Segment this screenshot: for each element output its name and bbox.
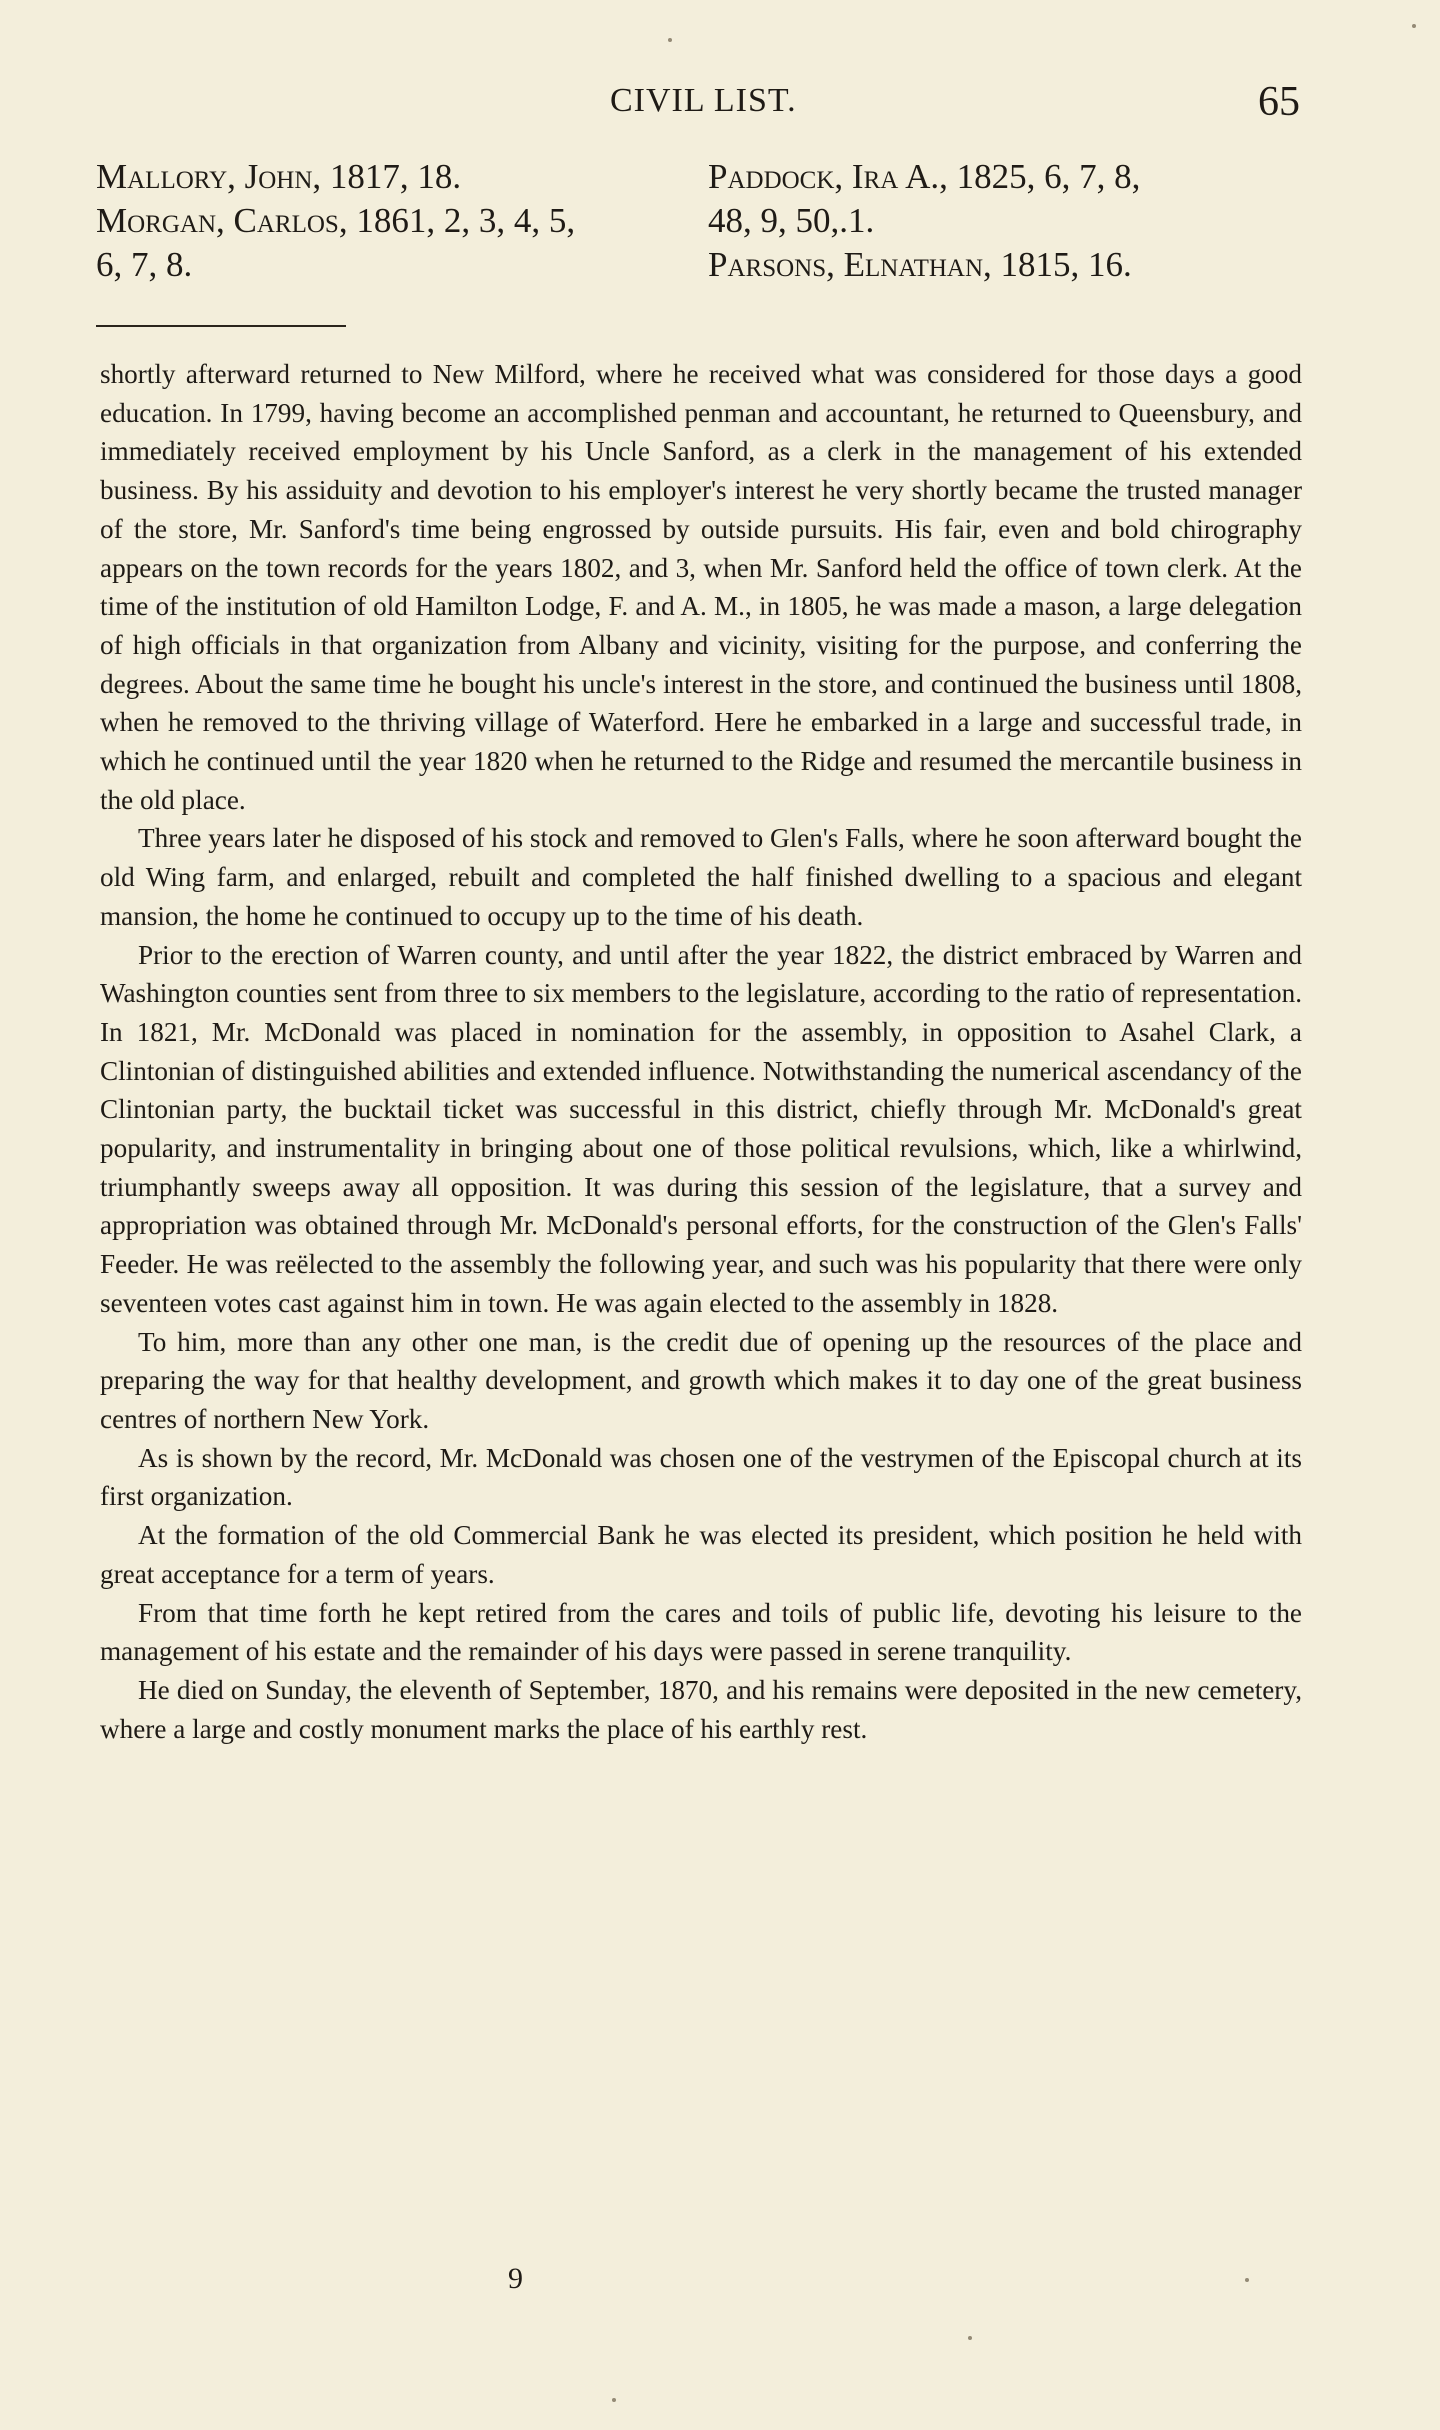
name-entry-continuation: 6, 7, 8. [96,245,193,284]
paragraph: Three years later he disposed of his stock and removed to Glen's Falls, where he soon afterward bought the old Wing farm, and enlarged, rebuilt and completed the half finished dwelling to a spacious and elegant mansion, the home he continued to occupy up to the time of his death. [100,823,1302,931]
paper-speck [968,2336,972,2340]
paragraph: shortly afterward returned to New Milford, where he received what was considered for those days a good education. In 1799, having become an accomplished penman and accountant, he returned to Queensbury, and immediately received employment by his Uncle Sanford, as a clerk in the management of his extended business. By his assiduity and devotion to his employer's interest he very shortly became the trusted manager of the store, Mr. Sanford's time being engrossed by outside pursuits. His fair, even and bold chirography appears on the town records for the years 1802, and 3, when Mr. Sanford held the office of town clerk. At the time of the institution of old Hamilton Lodge, F. and A. M., in 1805, he was made a mason, a large delegation of high officials in that organization from Albany and vicinity, visiting for the purpose, and conferring the degrees. About the same time he bought his uncle's interest in the store, and continued the business until 1808, when he removed to the thriving village of Waterford. Here he embarked in a large and successful trade, in which he continued until the year 1820 when he returned to the Ridge and resumed the mercantile business in the old place. [100,359,1302,815]
paragraph: Prior to the erection of Warren county, and until after the year 1822, the district embraced by Warren and Washington counties sent from three to six members to the legislature, according to the ratio of representation. In 1821, Mr. McDonald was placed in nomination for the assembly, in opposition to Asahel Clark, a Clintonian of distinguished abilities and extended influence. Notwithstanding the numerical ascendancy of the Clintonian party, the bucktail ticket was successful in this district, chiefly through Mr. McDonald's great popularity, and instrumentality in bringing about one of those political revulsions, which, like a whirlwind, triumphantly sweeps away all opposition. It was during this session of the legislature, that a survey and appropriation was obtained through Mr. McDonald's personal efforts, for the construction of the Glen's Falls' Feeder. He was reëlected to the assembly the following year, and such was his popularity that there were only seventeen votes cast against him in town. He was again elected to the assembly in 1828. [100,939,1302,1318]
name-entry: Morgan, Carlos, 1861, 2, 3, 4, 5, [96,201,576,240]
name-list [0,155,1440,305]
paragraph: He died on Sunday, the eleventh of September, 1870, and his remains were deposited in the new cemetery, where a large and costly monument marks the place of his earthly rest. [100,1674,1302,1744]
paper-speck [612,2398,616,2402]
biography-text [100,355,1302,1748]
name-list-right-column [708,155,1318,287]
paragraph: From that time forth he kept retired from the cares and toils of public life, devoting his leisure to the management of his estate and the remainder of his days were passed in serene tranquility. [100,1597,1302,1667]
running-head [0,78,1440,128]
paper-speck [1245,2278,1249,2282]
paragraph: As is shown by the record, Mr. McDonald was chosen one of the vestrymen of the Episcopal church at its first organization. [100,1442,1302,1512]
running-title: CIVIL LIST. [610,82,797,119]
paragraph: To him, more than any other one man, is the credit due of opening up the resources of the place and preparing the way for that healthy development, and growth which makes it to day one of the great business centres of northern New York. [100,1326,1302,1434]
paper-speck [1412,24,1416,28]
name-entry-continuation: 48, 9, 50,.1. [708,201,875,240]
name-entry: Mallory, John, 1817, 18. [96,157,462,196]
paper-speck [668,38,672,42]
paragraph: At the formation of the old Commercial Bank he was elected its president, which position he held with great acceptance for a term of years. [100,1520,1302,1589]
name-entry: Parsons, Elnathan, 1815, 16. [708,245,1132,284]
name-list-left-column [96,155,696,287]
page-number: 65 [1258,79,1300,125]
section-divider [96,325,346,327]
signature-mark: 9 [508,2262,523,2295]
name-entry: Paddock, Ira A., 1825, 6, 7, 8, [708,157,1141,196]
